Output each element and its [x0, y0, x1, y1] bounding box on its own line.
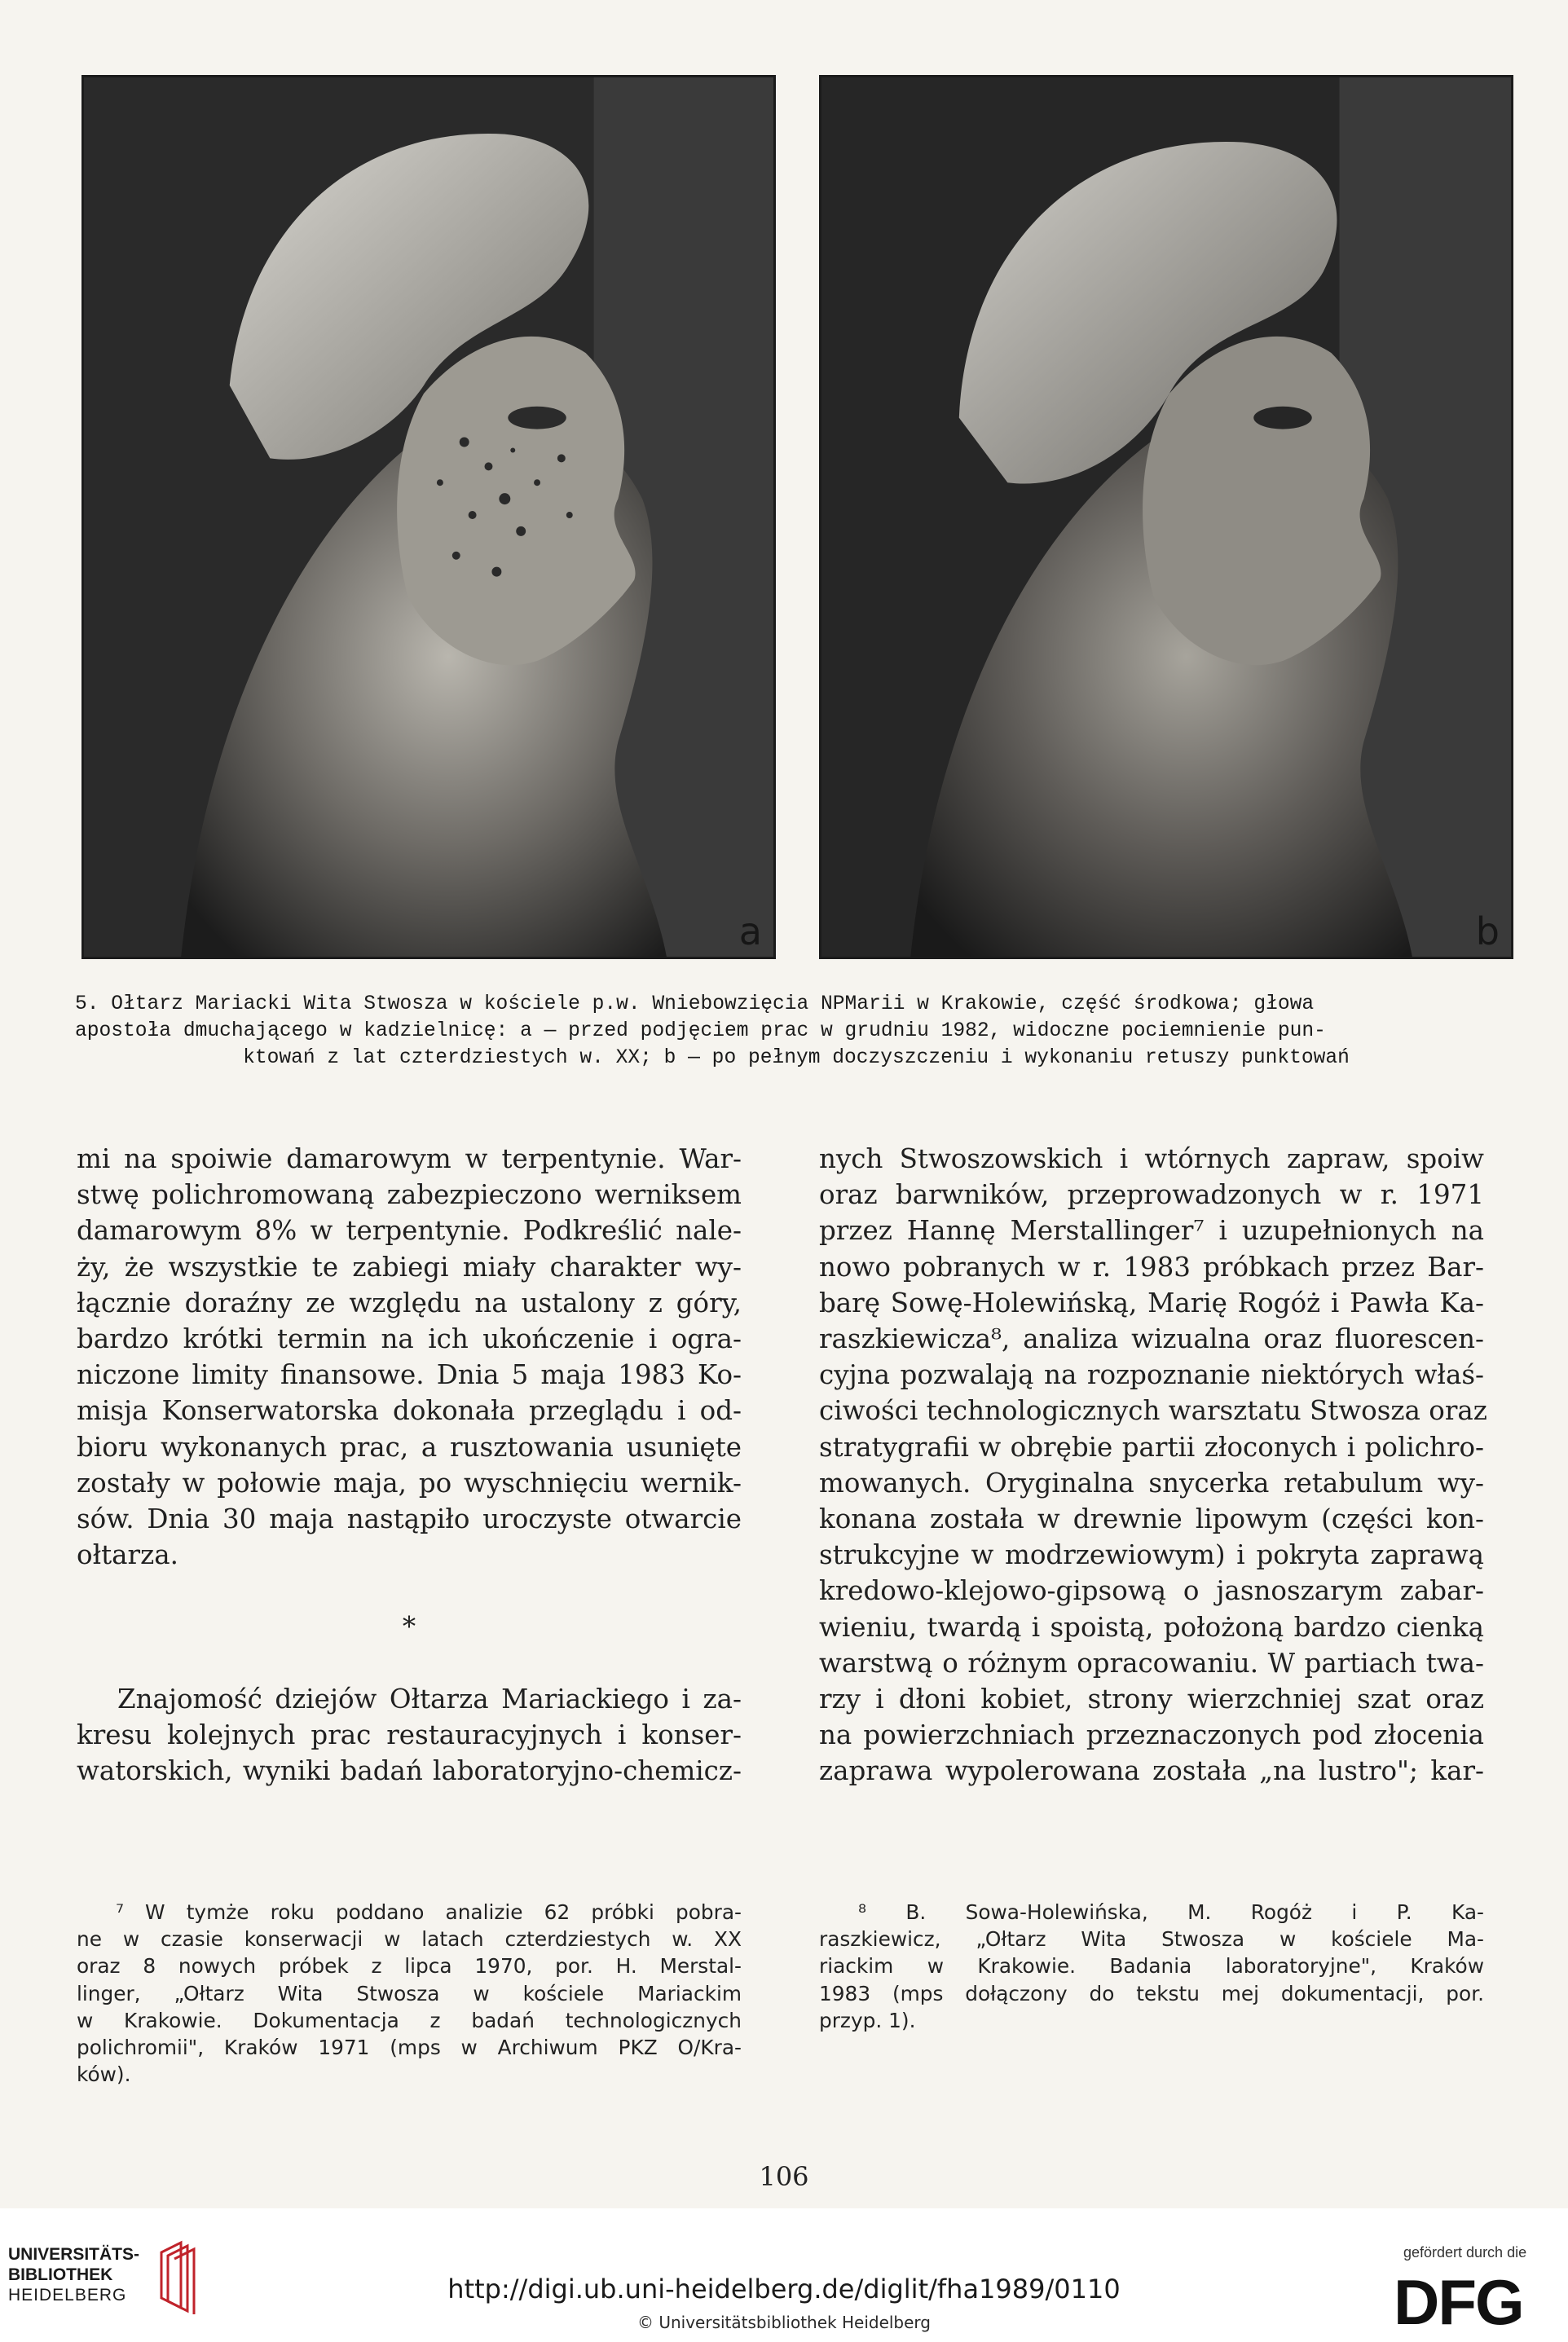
text-line: wieniu, twardą i spoistą, położoną bardzo cienką	[819, 1611, 1484, 1643]
text-line: barę Sowę-Holewińską, Marię Rogóż i Pawła Ka-	[819, 1287, 1484, 1318]
text-line: mowanych. Oryginalna snycerka retabulum wy-	[819, 1467, 1484, 1499]
footnote-line: oraz 8 nowych próbek z lipca 1970, por. H. Merstal-	[77, 1954, 742, 1979]
footnote-line: ków).	[77, 2062, 131, 2087]
text-line: warstwą o różnym opracowaniu. W partiach twa-	[819, 1647, 1484, 1679]
footnote-line: 1983 (mps dołączony do tekstu mej dokumentacji, por.	[819, 1981, 1484, 2005]
text-line: kresu kolejnych prac restauracyjnych i konser-	[77, 1719, 742, 1750]
text-line: stratygrafii w obrębie partii złoconych i polichro-	[819, 1431, 1484, 1463]
footnote-line: polichromii", Kraków 1971 (mps w Archiwum PKZ O/Kra-	[77, 2036, 742, 2060]
text-line: sów. Dnia 30 maja nastąpiło uroczyste otwarcie	[77, 1503, 742, 1535]
caption-line: ktowań z lat czterdziestych w. XX; b — po pełnym doczyszczeniu i wykonaniu retuszy punktowań	[243, 1047, 1350, 1069]
page-number: 106	[759, 2161, 809, 2192]
footnote-line: linger, „Ołtarz Wita Stwosza w kościele Mariackim	[77, 1981, 742, 2005]
copyright-notice: © Universitätsbibliothek Heidelberg	[636, 2313, 931, 2332]
footnote-line: ne w czasie konserwacji w latach czterdziestych w. XX	[77, 1927, 742, 1952]
footnote-line: riackim w Krakowie. Badania laboratoryjne", Kraków	[819, 1954, 1484, 1979]
text-line: nych Stwoszowskich i wtórnych zapraw, spoiw	[819, 1143, 1484, 1174]
text-line: przez Hannę Merstallinger⁷ i uzupełnionych na	[819, 1215, 1484, 1247]
caption-line: 5. Ołtarz Mariacki Wita Stwosza w kościele p.w. Wniebowzięcia NPMarii w Krakowie, część środkowa; głowa	[75, 993, 1315, 1015]
photo-b-letter: b	[1475, 909, 1500, 953]
digitization-footer	[0, 2208, 1568, 2342]
caption-line: apostoła dmuchającego w kadzielnicę: a — przed podjęciem prac w grudniu 1982, widoczne pociemnienie pun-	[75, 1020, 1326, 1042]
text-line: zaprawa wypolerowana została „na lustro"; kar-	[819, 1755, 1484, 1787]
text-line: watorskich, wyniki badań laboratoryjno-chemicz-	[77, 1755, 742, 1787]
text-line: Znajomość dziejów Ołtarza Mariackiego i za-	[117, 1683, 742, 1715]
text-line: ciwości technologicznych warsztatu Stwosza oraz	[819, 1395, 1487, 1427]
footnote-8	[819, 1899, 1484, 2034]
text-column-right	[819, 1141, 1487, 1790]
photo-a-before-restoration	[81, 75, 776, 959]
section-asterisk: *	[402, 1611, 416, 1643]
text-line: stwę polichromowaną zabezpieczono werniksem	[77, 1179, 742, 1211]
footnote-line: ⁸ B. Sowa-Holewińska, M. Rogóż i P. Ka-	[858, 1900, 1484, 1924]
permalink-url[interactable]: http://digi.ub.uni-heidelberg.de/diglit/fha1989/0110	[447, 2274, 1121, 2305]
figure-caption	[75, 991, 1517, 1072]
footnote-line: raszkiewicz, „Ołtarz Wita Stwosza w kościele Ma-	[819, 1927, 1484, 1952]
photo-b-after-restoration	[819, 75, 1513, 959]
text-line: rzy i dłoni kobiet, strony wierzchniej szat oraz	[819, 1684, 1484, 1715]
text-line: damarowym 8% w terpentynie. Podkreślić nale-	[77, 1215, 742, 1247]
library-name-line1: UNIVERSITÄTS-	[8, 2245, 140, 2264]
text-line: na powierzchniach przeznaczonych pod złocenia	[819, 1719, 1484, 1751]
sponsor-tagline: gefördert durch die	[1403, 2244, 1527, 2261]
sculpture-head-photo-a	[84, 77, 773, 957]
text-line: bioru wykonanych prac, a rusztowania usunięte	[77, 1431, 742, 1463]
text-line: zostały w połowie maja, po wyschnięciu wernik-	[77, 1467, 742, 1499]
text-line: oraz barwników, przeprowadzonych w r. 1971	[819, 1179, 1484, 1211]
text-line: bardzo krótki termin na ich ukończenie i ogra-	[77, 1323, 742, 1355]
dfg-logo: DFG	[1394, 2266, 1523, 2338]
text-line: raszkiewicza⁸, analiza wizualna oraz fluorescen-	[819, 1323, 1484, 1355]
text-line: nowo pobranych w r. 1983 próbkach przez Bar-	[819, 1251, 1484, 1283]
text-line: ołtarza.	[77, 1539, 178, 1571]
sculpture-head-photo-b	[821, 77, 1511, 957]
text-line: mi na spoiwie damarowym w terpentynie. War-	[77, 1143, 742, 1174]
text-line: kredowo-klejowo-gipsową o jasnoszarym zabar-	[819, 1575, 1484, 1607]
text-line: strukcyjne w modrzewiowym) i pokryta zaprawą	[819, 1539, 1484, 1571]
text-column-left	[77, 1141, 742, 1789]
footnote-line: ⁷ W tymże roku poddano analizie 62 próbki pobra-	[116, 1900, 742, 1924]
text-line: cyjna pozwalają na rozpoznanie niektórych właś-	[819, 1359, 1484, 1391]
footnote-7	[77, 1899, 742, 2088]
text-line: łącznie doraźny ze względu na ustalony z góry,	[77, 1287, 742, 1318]
text-line: konana została w drewnie lipowym (części kon-	[819, 1503, 1484, 1535]
library-name-line2: BIBLIOTHEK	[8, 2265, 113, 2284]
library-name-line3: HEIDELBERG	[8, 2286, 127, 2305]
footnote-line: w Krakowie. Dokumentacja z badań technologicznych	[77, 2008, 742, 2032]
text-line: niczone limity finansowe. Dnia 5 maja 1983 Ko-	[77, 1359, 742, 1391]
text-line: misja Konserwatorska dokonała przeglądu i od-	[77, 1395, 742, 1427]
photo-a-letter: a	[738, 909, 762, 953]
text-line: ży, że wszystkie te zabiegi miały charakter wy-	[77, 1251, 742, 1283]
footnote-line: przyp. 1).	[819, 2008, 916, 2032]
